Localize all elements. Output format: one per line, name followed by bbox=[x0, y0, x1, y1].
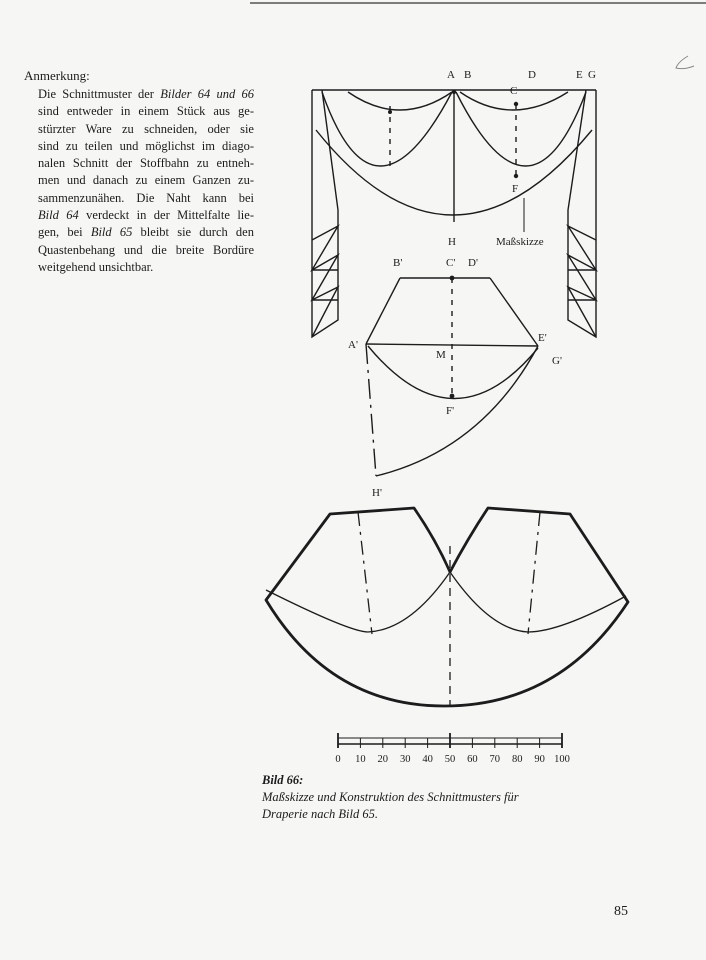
label-h-prime: H' bbox=[372, 487, 382, 499]
note-line bbox=[38, 259, 254, 276]
sketch-point-c bbox=[514, 102, 518, 106]
scale-tick-label: 90 bbox=[534, 754, 545, 765]
pattern-dashed-left bbox=[358, 512, 372, 634]
caption-title: Bild 66: bbox=[262, 773, 304, 787]
note-line bbox=[38, 242, 254, 259]
pattern-inner-left-curve bbox=[266, 572, 450, 632]
construction-right-slant bbox=[490, 278, 538, 346]
construction-curve-af-e bbox=[368, 346, 538, 399]
note-segment: sind entweder in einem Stück aus ge- bbox=[38, 104, 254, 119]
sketch-point-f bbox=[514, 174, 518, 178]
scale-tick-label: 80 bbox=[511, 754, 523, 765]
sketch-right-panel-zigzag bbox=[568, 226, 596, 337]
label-f-prime: F' bbox=[446, 405, 455, 417]
label-c-prime: C' bbox=[446, 257, 456, 269]
sketch-points bbox=[388, 90, 518, 178]
note-segment: Quastenbehang und die breite Bordüre bbox=[38, 242, 254, 257]
label-a: A bbox=[447, 69, 455, 81]
sketch-small-scallop-left bbox=[348, 92, 452, 110]
note-segment: nalen Schnitt der Stoffbahn zu entneh- bbox=[38, 156, 254, 171]
note-paragraph bbox=[38, 86, 254, 276]
construction-labels bbox=[348, 257, 562, 499]
scale-tick-label: 10 bbox=[355, 754, 366, 765]
pencil-mark bbox=[676, 56, 694, 69]
label-b-prime: B' bbox=[393, 257, 403, 269]
pattern-drawing bbox=[266, 508, 628, 706]
note-segment: men und danach zu einem Ganzen zu- bbox=[38, 173, 254, 188]
sketch-labels bbox=[447, 69, 596, 248]
note-line bbox=[38, 121, 254, 138]
construction-drawing bbox=[366, 278, 538, 476]
caption-line-2: Draperie nach Bild 65. bbox=[262, 807, 378, 821]
sketch-point-a bbox=[452, 90, 456, 94]
label-g: G bbox=[588, 69, 596, 81]
scale-tick-label: 20 bbox=[377, 754, 389, 765]
scale-bar bbox=[338, 733, 562, 748]
sketch-left-panel-zigzag bbox=[312, 226, 338, 337]
pattern-outline bbox=[266, 508, 628, 706]
scale-tick-label: 0 bbox=[335, 754, 341, 765]
sketch-point-left bbox=[388, 110, 392, 114]
label-e-prime: E' bbox=[538, 332, 547, 344]
note-line bbox=[38, 172, 254, 189]
note-heading: Anmerkung: bbox=[24, 68, 90, 83]
note-segment: bleibt sie durch den bbox=[132, 225, 254, 240]
scale-tick-label: 100 bbox=[554, 754, 570, 765]
construction-outer-curve bbox=[376, 346, 538, 476]
scale-tick-label: 60 bbox=[467, 754, 478, 765]
note-emphasis: Bilder 64 und 66 bbox=[160, 87, 255, 101]
pattern-inner-right-curve bbox=[450, 572, 626, 632]
note-segment: sind zu teilen und möglichst im diago- bbox=[38, 138, 254, 153]
label-massskizze: Maßskizze bbox=[496, 236, 544, 248]
note-emphasis: Bild 65 bbox=[90, 225, 133, 240]
label-m: M bbox=[436, 349, 446, 361]
note-emphasis: Bild 64 bbox=[38, 208, 79, 223]
label-d: D bbox=[528, 69, 536, 81]
label-g-prime: G' bbox=[552, 355, 562, 367]
label-h: H bbox=[448, 236, 456, 248]
note-line bbox=[38, 86, 254, 103]
label-f: F bbox=[512, 183, 519, 195]
scale-tick-label: 70 bbox=[489, 754, 501, 765]
sketch-swag-right bbox=[456, 92, 586, 166]
construction-left-slant bbox=[366, 278, 400, 344]
note-line bbox=[38, 224, 254, 241]
label-c: C bbox=[510, 85, 518, 97]
label-e: E bbox=[576, 69, 583, 81]
note-segment: weitgehend unsichtbar. bbox=[38, 259, 154, 274]
pattern-dashed-right bbox=[528, 512, 540, 634]
label-a-prime: A' bbox=[348, 339, 358, 351]
note-line bbox=[38, 207, 254, 224]
note-segment: Die Schnittmuster der bbox=[38, 87, 161, 101]
label-b: B bbox=[464, 69, 472, 81]
note-segment: stürzter Ware zu schneiden, oder sie bbox=[38, 121, 254, 136]
note-line bbox=[38, 155, 254, 172]
note-line bbox=[38, 103, 254, 120]
caption-line-1: Maßskizze und Konstruktion des Schnittmusters für bbox=[262, 790, 519, 804]
note-line bbox=[38, 138, 254, 155]
scale-labels bbox=[335, 754, 570, 765]
construction-dashed-left bbox=[366, 344, 376, 476]
construction-point-f bbox=[450, 394, 455, 399]
note-segment: gen, bei bbox=[38, 225, 91, 240]
scale-tick-label: 50 bbox=[444, 754, 456, 765]
scale-tick-label: 30 bbox=[399, 754, 411, 765]
scale-tick-label: 40 bbox=[422, 754, 433, 765]
measurement-sketch bbox=[312, 90, 596, 337]
label-d-prime: D' bbox=[468, 257, 478, 269]
note-line bbox=[38, 190, 254, 207]
note-segment: verdeckt in der Mittelfalte lie- bbox=[78, 208, 254, 223]
note-segment: sammenzunähen. Die Naht kann bei bbox=[38, 190, 254, 205]
page-number: 85 bbox=[614, 904, 628, 919]
figure-caption bbox=[262, 772, 562, 823]
construction-point-c bbox=[450, 276, 455, 281]
